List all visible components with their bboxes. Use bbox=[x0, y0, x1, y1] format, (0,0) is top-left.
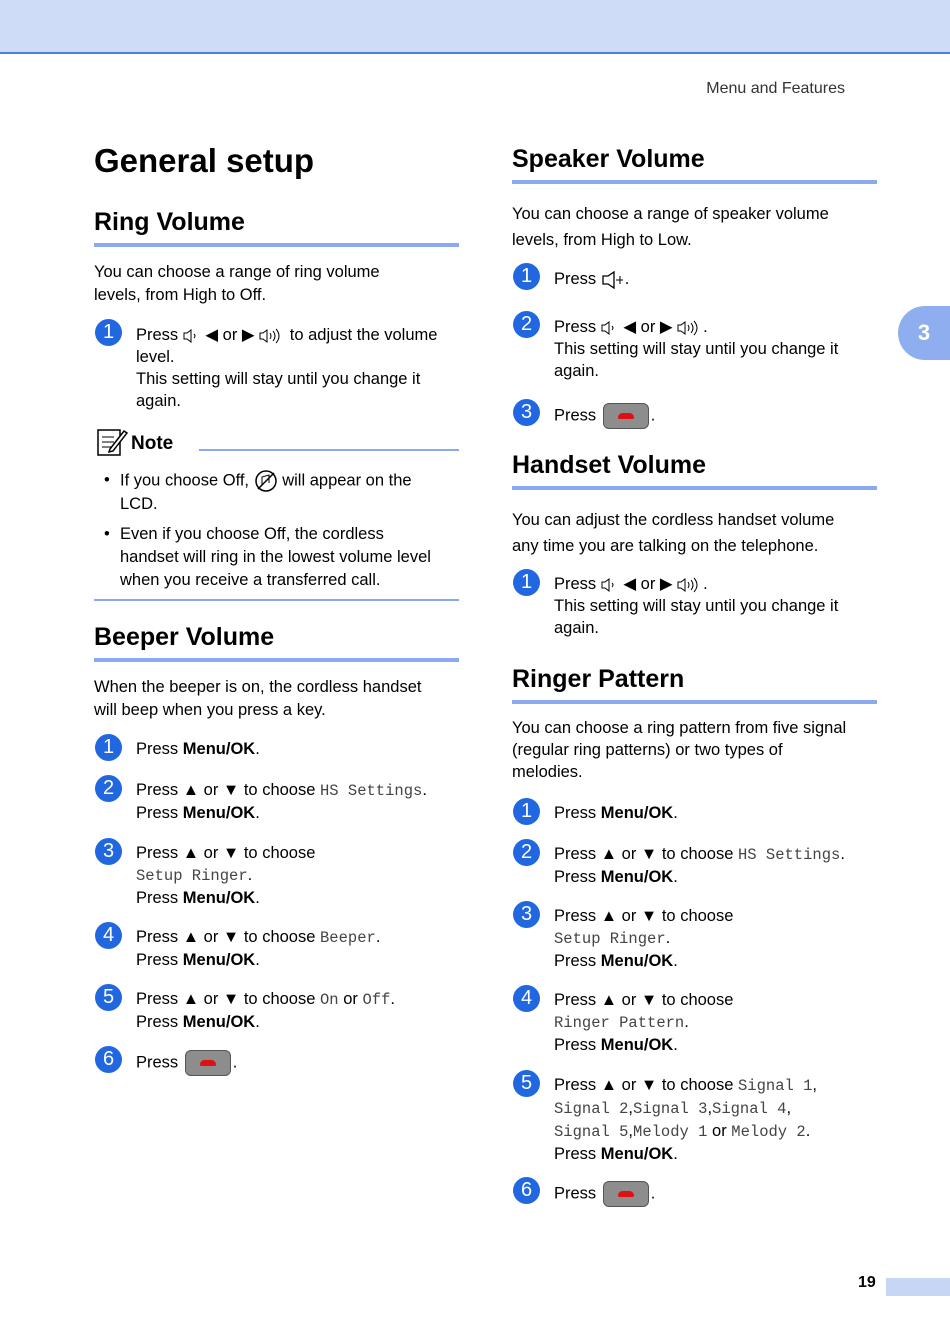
step-number: 2 bbox=[513, 311, 540, 338]
volume-up-icon bbox=[259, 328, 285, 344]
note-end-rule bbox=[94, 599, 459, 601]
speaker-step-1: Press . bbox=[554, 270, 630, 288]
volume-down-icon bbox=[601, 321, 619, 335]
handset-step-1: Press ◀ or ▶ . This setting will stay until you change it again. bbox=[554, 575, 839, 637]
step-number: 3 bbox=[513, 901, 540, 928]
beeper-step-6: Press . bbox=[136, 1050, 237, 1076]
volume-up-icon bbox=[677, 577, 703, 593]
top-band bbox=[0, 0, 950, 54]
ring-volume-step-1: Press ◀ or ▶ to adjust the volume level. This setting will stay until you change it again. bbox=[136, 326, 438, 410]
off-hook-button-icon bbox=[185, 1050, 231, 1076]
off-hook-button-icon bbox=[603, 1181, 649, 1207]
volume-down-icon bbox=[183, 329, 201, 343]
ringer-step-4: Press ▲ or ▼ to choose Ringer Pattern. Press Menu/OK. bbox=[554, 991, 734, 1054]
ringer-step-3: Press ▲ or ▼ to choose Setup Ringer. Press Menu/OK. bbox=[554, 907, 734, 970]
beeper-step-2: Press ▲ or ▼ to choose HS Settings. Press Menu/OK. bbox=[136, 781, 427, 822]
beeper-step-3: Press ▲ or ▼ to choose Setup Ringer. Press Menu/OK. bbox=[136, 844, 316, 907]
ringer-step-5: Press ▲ or ▼ to choose Signal 1, Signal 2,Signal 3,Signal 4, Signal 5,Melody 1 or Melody 2. Press Menu/OK. bbox=[554, 1076, 818, 1163]
section-rule bbox=[512, 486, 877, 490]
beeper-volume-intro: When the beeper is on, the cordless handset will beep when you press a key. bbox=[94, 678, 422, 719]
step-number: 2 bbox=[95, 775, 122, 802]
ringer-step-1: Press Menu/OK. bbox=[554, 804, 678, 822]
ringer-pattern-intro: You can choose a ring pattern from five signal (regular ring patterns) or two types of melodies. bbox=[512, 719, 847, 781]
note-pencil-icon bbox=[96, 427, 128, 457]
volume-down-icon bbox=[601, 578, 619, 592]
ringer-pattern-heading: Ringer Pattern bbox=[512, 665, 685, 693]
page-footer-bar bbox=[886, 1278, 950, 1296]
step-number: 6 bbox=[513, 1177, 540, 1204]
step-number: 3 bbox=[513, 399, 540, 426]
speaker-step-2: Press ◀ or ▶ . This setting will stay until you change it again. bbox=[554, 318, 839, 380]
beeper-step-1: Press Menu/OK. bbox=[136, 740, 260, 758]
page-title: General setup bbox=[94, 142, 315, 179]
note-rule bbox=[199, 449, 459, 451]
speaker-volume-heading: Speaker Volume bbox=[512, 145, 705, 173]
step-number: 4 bbox=[513, 985, 540, 1012]
beeper-step-4: Press ▲ or ▼ to choose Beeper. Press Menu/OK. bbox=[136, 928, 381, 969]
handset-volume-intro: You can adjust the cordless handset volume any time you are talking on the telephone. bbox=[512, 511, 835, 555]
step-number: 4 bbox=[95, 922, 122, 949]
step-number: 1 bbox=[95, 319, 122, 346]
step-number: 6 bbox=[95, 1046, 122, 1073]
section-rule bbox=[94, 243, 459, 247]
ring-off-icon bbox=[254, 469, 278, 493]
page-number: 19 bbox=[858, 1274, 876, 1291]
chapter-tab: 3 bbox=[898, 306, 950, 360]
step-number: 1 bbox=[513, 798, 540, 825]
note-bullet-2: • Even if you choose Off, the cordless handset will ring in the lowest volume level when you receive a transferred call. bbox=[120, 523, 465, 592]
beeper-step-5: Press ▲ or ▼ to choose On or Off. Press Menu/OK. bbox=[136, 990, 395, 1031]
step-number: 2 bbox=[513, 839, 540, 866]
running-header: Menu and Features bbox=[706, 80, 845, 97]
speaker-icon bbox=[601, 270, 625, 290]
handset-volume-heading: Handset Volume bbox=[512, 451, 707, 479]
step-number: 3 bbox=[95, 838, 122, 865]
section-rule bbox=[512, 700, 877, 704]
note-bullet-1: • If you choose Off, will appear on the LCD. bbox=[120, 469, 465, 516]
section-rule bbox=[512, 180, 877, 184]
ringer-step-6: Press . bbox=[554, 1181, 655, 1207]
note-title: Note bbox=[131, 433, 174, 454]
ring-volume-heading: Ring Volume bbox=[94, 208, 245, 236]
section-rule bbox=[94, 658, 459, 662]
step-number: 5 bbox=[95, 984, 122, 1011]
volume-up-icon bbox=[677, 320, 703, 336]
ringer-step-2: Press ▲ or ▼ to choose HS Settings. Press Menu/OK. bbox=[554, 845, 845, 886]
beeper-volume-heading: Beeper Volume bbox=[94, 623, 275, 651]
step-number: 5 bbox=[513, 1070, 540, 1097]
speaker-step-3: Press . bbox=[554, 403, 655, 429]
step-number: 1 bbox=[95, 734, 122, 761]
speaker-volume-intro: You can choose a range of speaker volume levels, from High to Low. bbox=[512, 205, 829, 249]
step-number: 1 bbox=[513, 263, 540, 290]
step-number: 1 bbox=[513, 569, 540, 596]
ring-volume-intro: You can choose a range of ring volume levels, from High to Off. bbox=[94, 263, 380, 304]
off-hook-button-icon bbox=[603, 403, 649, 429]
